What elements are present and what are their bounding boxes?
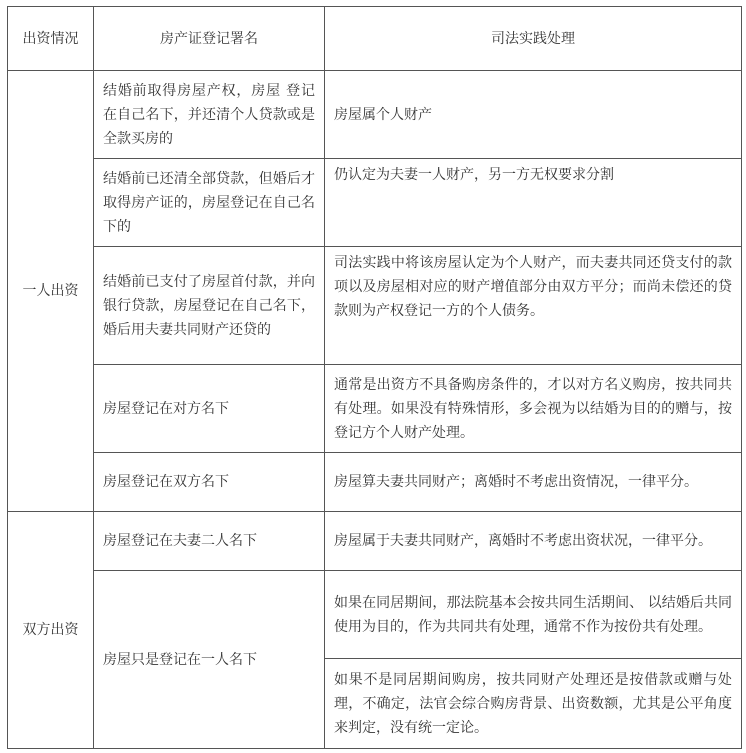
- header-registration: 房产证登记署名: [94, 7, 325, 71]
- header-treatment: 司法实践处理: [325, 7, 742, 71]
- property-ownership-table: [7, 6, 742, 749]
- table-row: [8, 365, 742, 453]
- registration-cell: 房屋登记在双方名下: [94, 453, 325, 512]
- treatment-cell: 司法实践中将该房屋认定为个人财产，而夫妻共同还贷支付的款项以及房屋相对应的财产增值部分由双方平分；而尚未偿还的贷款则为产权登记一方的个人债务。: [325, 247, 742, 365]
- registration-cell: 结婚前取得房屋产权，房屋 登记在自己名下，并还清个人贷款或是全款买房的: [94, 71, 325, 159]
- table-row: [8, 71, 742, 159]
- treatment-cell: 仍认定为夫妻一人财产，另一方无权要求分割: [325, 159, 742, 247]
- table-row: [8, 159, 742, 247]
- table-row: [8, 247, 742, 365]
- treatment-cell: 房屋属于夫妻共同财产，离婚时不考虑出资状况，一律平分。: [325, 512, 742, 571]
- header-row: [8, 7, 742, 71]
- treatment-cell: 房屋算夫妻共同财产；离婚时不考虑出资情况，一律平分。: [325, 453, 742, 512]
- registration-cell: 结婚前已支付了房屋首付款，并向银行贷款，房屋登记在自己名下，婚后用夫妻共同财产还贷的: [94, 247, 325, 365]
- registration-cell: 房屋登记在夫妻二人名下: [94, 512, 325, 571]
- treatment-cell: 如果不是同居期间购房，按共同财产处理还是按借款或赠与处理，不确定，法官会综合购房背景、出资数额，尤其是公平角度来判定，没有统一定论。: [325, 659, 742, 749]
- treatment-cell: 如果在同居期间，那法院基本会按共同生活期间、 以结婚后共同使用为目的，作为共同共有处理，通常不作为按份共有处理。: [325, 571, 742, 659]
- registration-cell: 结婚前已还清全部贷款，但婚后才取得房产证的，房屋登记在自己名下的: [94, 159, 325, 247]
- table-row: [8, 571, 742, 659]
- registration-cell: 房屋只是登记在一人名下: [94, 571, 325, 749]
- table-row: [8, 453, 742, 512]
- treatment-cell: 通常是出资方不具备购房条件的，才以对方名义购房，按共同共有处理。如果没有特殊情形，多会视为以结婚为目的的赠与，按登记方个人财产处理。: [325, 365, 742, 453]
- group-label-single: 一人出资: [8, 71, 94, 512]
- group-label-joint: 双方出资: [8, 512, 94, 749]
- header-funding: 出资情况: [8, 7, 94, 71]
- registration-cell: 房屋登记在对方名下: [94, 365, 325, 453]
- treatment-cell: 房屋属个人财产: [325, 71, 742, 159]
- table-row: [8, 512, 742, 571]
